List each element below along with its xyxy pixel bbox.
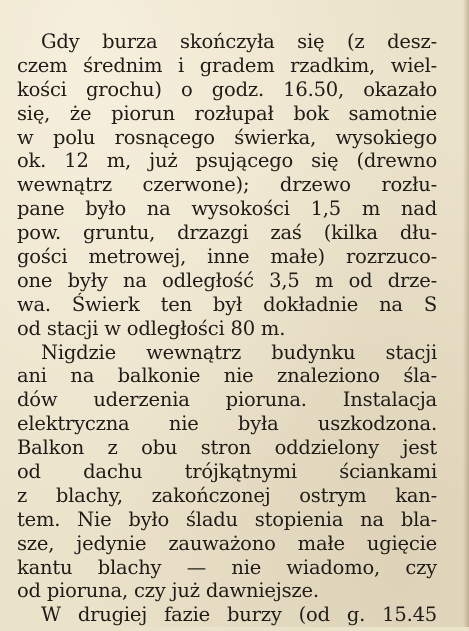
text-line: się, że piorun rozłupał bok samotnie xyxy=(17,101,437,125)
text-line: czem średnim i gradem rzadkim, wiel- xyxy=(17,53,437,77)
text-line: Gdy burza skończyła się (z desz- xyxy=(41,30,437,53)
text-line: Nigdzie wewnątrz budynku stacji xyxy=(41,340,437,364)
paragraph-1 xyxy=(17,30,437,341)
text-line: od dachu trójkątnymi ściankami xyxy=(17,460,437,484)
text-line: tem. Nie było śladu stopienia na bla- xyxy=(17,507,437,531)
text-line: wa. Świerk ten był dokładnie na S xyxy=(17,292,437,316)
text-line: kantu blachy — nie wiadomo, czy xyxy=(17,555,437,579)
text-line: sze, jedynie zauważono małe ugięcie xyxy=(17,531,437,555)
text-line: ani na balkonie nie znaleziono śla- xyxy=(17,364,437,388)
text-line: w polu rosnącego świerka, wysokiego xyxy=(17,125,437,149)
article-column xyxy=(17,30,437,627)
text-line: kości grochu) o godz. 16.50, okazało xyxy=(17,77,437,101)
text-line: od pioruna, czy już dawniejsze. xyxy=(17,579,319,603)
text-line: pane było na wysokości 1,5 m nad xyxy=(17,197,437,221)
text-line: gości metrowej, inne małe) rozrzuco- xyxy=(17,245,437,269)
text-line: wewnątrz czerwone); drzewo rozłu- xyxy=(17,173,437,197)
text-line: pow. gruntu, drzazgi zaś (kilka dłu- xyxy=(17,221,437,245)
paragraph-3 xyxy=(17,603,437,627)
text-line: od stacji w odległości 80 m. xyxy=(17,316,286,340)
text-line: W drugiej fazie burzy (od g. 15.45 xyxy=(41,603,437,627)
text-line: ok. 12 m, już psującego się (drewno xyxy=(17,149,437,173)
text-line: z blachy, zakończonej ostrym kan- xyxy=(17,483,437,507)
paper-edge-shadow xyxy=(463,0,469,631)
paragraph-2 xyxy=(17,341,437,604)
text-line: dów uderzenia pioruna. Instalacja xyxy=(17,388,437,412)
clipping-cut-edge xyxy=(0,627,469,631)
text-line: elektryczna nie była uszkodzona. xyxy=(17,412,437,436)
text-line: Balkon z obu stron oddzielony jest xyxy=(17,436,437,460)
text-line: one były na odległość 3,5 m od drze- xyxy=(17,268,437,292)
